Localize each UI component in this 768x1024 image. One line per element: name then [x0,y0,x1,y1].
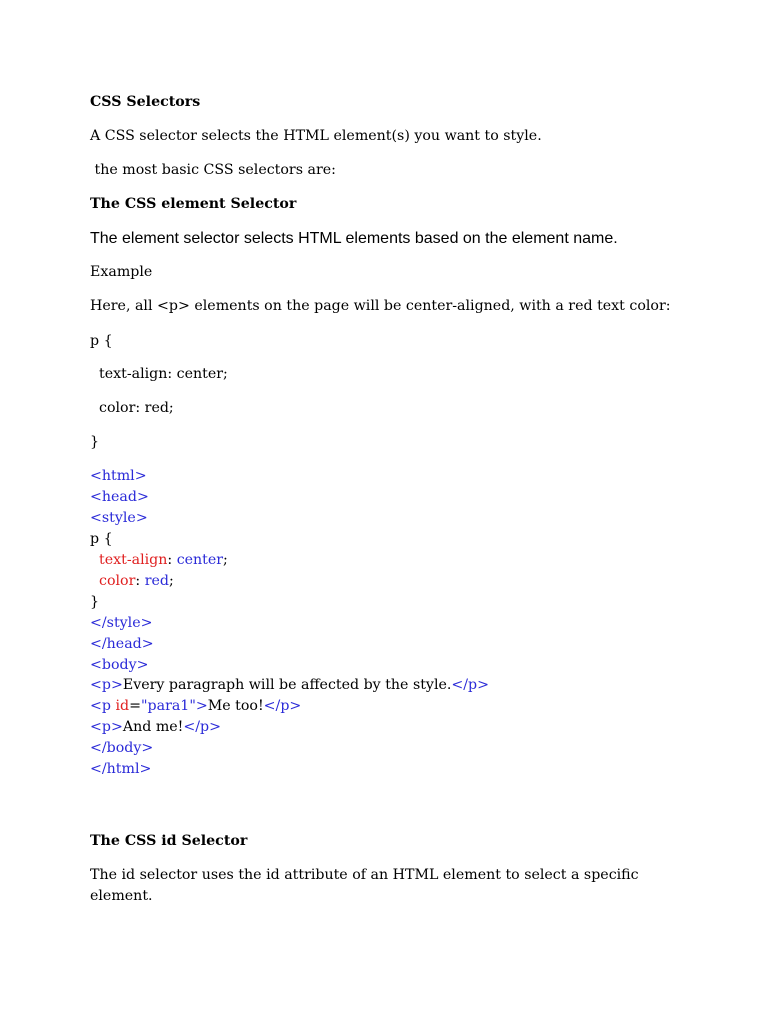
element-selector-description: The element selector selects HTML elements based on the element name. [90,230,618,247]
code-punct: : [167,552,177,568]
code-tag: <p> [90,677,123,693]
css-rule-open: p { [90,333,113,349]
code-line [90,759,151,780]
code-tag: </p> [263,698,302,714]
code-tag: <p> [90,719,123,735]
element-selector-heading: The CSS element Selector [90,196,297,212]
code-text: } [90,594,100,610]
code-punct: : [135,573,145,589]
code-value: center [176,552,224,568]
example-label: Example [90,264,153,280]
code-value: red [144,573,169,589]
code-line [90,487,149,508]
code-tag: > [195,698,208,714]
code-punct: = [129,698,141,714]
code-text: p { [90,531,113,547]
code-line [90,675,489,696]
code-tag: <style> [90,510,148,526]
code-attribute: id [115,698,130,714]
code-punct: ; [223,552,228,568]
code-tag: </body> [90,740,154,756]
code-text: Every paragraph will be affected by the style. [122,677,452,693]
css-rule-line-2: color: red; [90,400,174,416]
code-line [90,738,153,759]
code-tag: <body> [90,657,149,673]
code-tag: </head> [90,636,154,652]
code-tag: </html> [90,761,152,777]
code-tag: </p> [183,719,222,735]
example-description: Here, all <p> elements on the page will be center-aligned, with a red text color: [90,298,671,314]
code-line [90,717,221,738]
code-text: Me too! [207,698,264,714]
css-rule-line-1: text-align: center; [90,366,228,382]
intro-paragraph: A CSS selector selects the HTML element(s) you want to style. [90,128,542,144]
code-tag: </p> [451,677,490,693]
code-tag: </style> [90,615,153,631]
code-line [90,696,301,717]
id-selector-description: The id selector uses the id attribute of an HTML element to select a specific element. [90,867,639,904]
css-rule-close: } [90,434,100,450]
code-tag: <html> [90,468,147,484]
code-line [90,466,147,487]
code-line [90,592,99,613]
code-tag: <p [90,698,116,714]
code-punct: ; [168,573,174,589]
code-property: text-align [99,552,168,568]
code-line [90,571,174,592]
code-text: And me! [122,719,184,735]
code-line [90,508,148,529]
code-line [90,634,154,655]
id-selector-heading: The CSS id Selector [90,833,248,849]
code-line [90,550,228,571]
code-value: "para1" [141,698,196,714]
code-line [90,655,149,676]
basic-selectors-paragraph: the most basic CSS selectors are: [90,162,336,178]
code-line [90,529,113,550]
page-title: CSS Selectors [90,94,201,110]
code-line [90,613,153,634]
code-property: color [99,573,136,589]
code-tag: <head> [90,489,149,505]
